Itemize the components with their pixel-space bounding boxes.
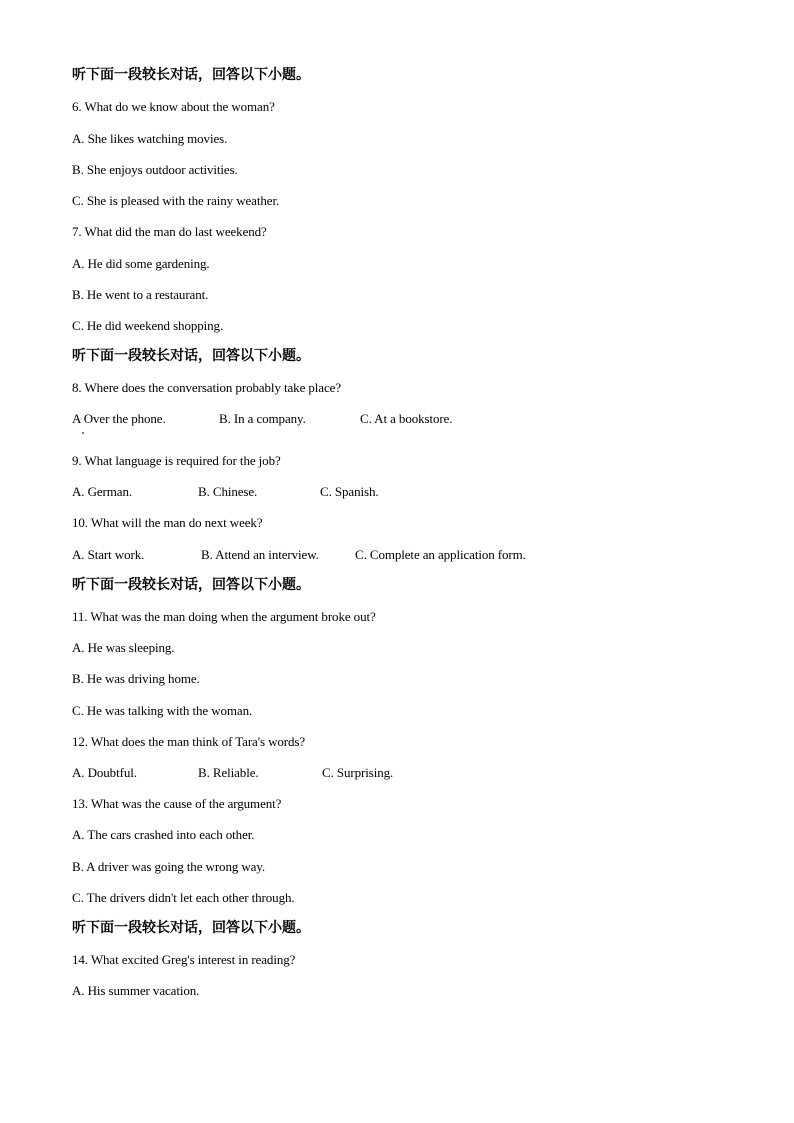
option-8-c: C. At a bookstore. [360,411,453,426]
option-8-b: B. In a company. [219,411,306,426]
option-7-b: B. He went to a restaurant. [72,287,209,302]
option-7-c: C. He did weekend shopping. [72,318,224,333]
option-9-c: C. Spanish. [320,484,379,499]
question-10: 10. What will the man do next week? [72,515,263,530]
option-12-b: B. Reliable. [198,765,259,780]
stray-dot [82,432,84,434]
option-9-a: A. German. [72,484,133,499]
option-10-b: B. Attend an interview. [201,547,319,562]
option-13-b: B. A driver was going the wrong way. [72,859,266,874]
option-12-a: A. Doubtful. [72,765,137,780]
question-13: 13. What was the cause of the argument? [72,796,282,811]
section-heading: 听下面一段较长对话，回答以下小题。 [72,577,310,593]
option-8-a: A Over the phone. [72,411,166,426]
option-11-a: A. He was sleeping. [72,640,175,655]
option-11-c: C. He was talking with the woman. [72,703,253,718]
option-13-a: A. The cars crashed into each other. [72,827,255,842]
option-6-a: A. She likes watching movies. [72,131,228,146]
question-14: 14. What excited Greg's interest in reading? [72,952,296,967]
question-11: 11. What was the man doing when the argument broke out? [72,609,376,624]
question-9: 9. What language is required for the job? [72,453,281,468]
option-14-a: A. His summer vacation. [72,983,200,998]
option-10-a: A. Start work. [72,547,145,562]
option-7-a: A. He did some gardening. [72,256,210,271]
option-12-c: C. Surprising. [322,765,394,780]
section-heading: 听下面一段较长对话，回答以下小题。 [72,920,310,936]
question-7: 7. What did the man do last weekend? [72,224,267,239]
option-11-b: B. He was driving home. [72,671,200,686]
section-heading: 听下面一段较长对话，回答以下小题。 [72,348,310,364]
option-6-c: C. She is pleased with the rainy weather. [72,193,280,208]
option-9-b: B. Chinese. [198,484,258,499]
question-12: 12. What does the man think of Tara's words? [72,734,306,749]
section-heading: 听下面一段较长对话，回答以下小题。 [72,67,310,83]
question-8: 8. Where does the conversation probably take place? [72,380,341,395]
option-10-c: C. Complete an application form. [355,547,526,562]
option-6-b: B. She enjoys outdoor activities. [72,162,238,177]
option-13-c: C. The drivers didn't let each other through. [72,890,295,905]
question-6: 6. What do we know about the woman? [72,99,275,114]
